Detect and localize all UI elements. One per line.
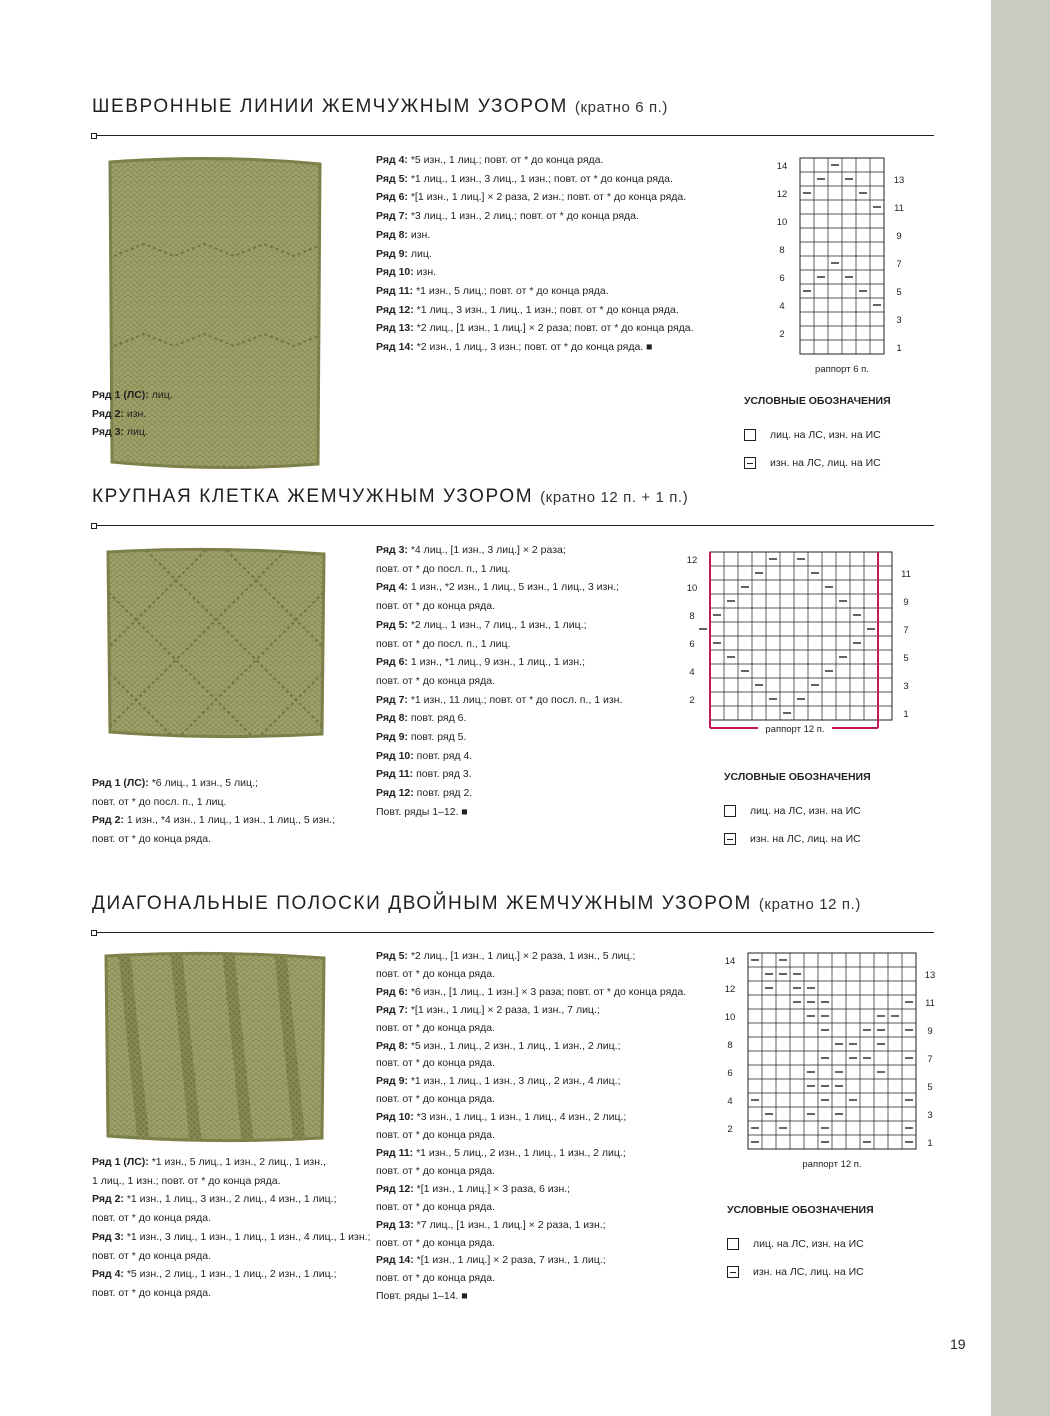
chart-row-number: 12 [686, 555, 698, 566]
row-instruction: Ряд 8: повт. ряд 6. [376, 712, 467, 725]
row-instruction: Ряд 3: *1 изн., 3 лиц., 1 изн., 1 лиц., 1 изн., 4 лиц., 1 изн.; [92, 1230, 371, 1243]
row-instruction: Ряд 6: *[1 изн., 1 лиц.] × 2 раза, 2 изн.; повт. от * до конца ряда. [376, 191, 687, 204]
row-instruction: Ряд 14: *2 изн., 1 лиц., 3 изн.; повт. от * до конца ряда. ■ [376, 341, 653, 354]
chart-row-number: 7 [927, 1054, 933, 1065]
row-instructions-right: Ряд 3: *4 лиц., [1 изн., 3 лиц.] × 2 раза; повт. от * до посл. п., 1 лиц. Ряд 4: 1 изн., *2 изн., 1 лиц., 5 изн., 1 лиц., 3 изн.; повт. от * до конца ряда. Ряд 5: *2 лиц., 1 изн., 7 лиц., 1 изн., 1 лиц.; повт. от * до посл. п., 1 лиц. Ряд 6: 1 изн., *1 лиц., 9 изн., 1 лиц., 1 изн.; повт. от * до конца ряда. Ряд 7: *1 изн., 11 лиц.; повт. от * до посл. п., 1 изн. Ряд 8: повт. ряд 6. Ряд 9: повт. ряд 5. Ряд 10: повт. ряд 4. Ряд 11: повт. ряд 3. Ряд 12: повт. ряд 2. Повт. ряды 1–12. ■ [376, 541, 622, 822]
section-divider [92, 932, 934, 933]
row-instruction: Ряд 5: *1 лиц., 1 изн., 3 лиц., 1 изн.; повт. от * до конца ряда. [376, 172, 673, 185]
empty-square-icon [744, 429, 756, 441]
row-instructions-right [376, 151, 694, 357]
chart-row-number: 3 [903, 681, 909, 692]
chart-repeat-label: раппорт 6 п. [815, 364, 869, 375]
chart-row-number: 6 [779, 273, 785, 284]
row-instruction: Ряд 1 (ЛС): *1 изн., 5 лиц., 1 изн., 2 лиц., 1 изн., [92, 1156, 326, 1168]
chart-row-number: 8 [779, 245, 785, 256]
chart-row-number: 9 [896, 231, 902, 242]
row-instruction: Ряд 7: *1 изн., 11 лиц.; повт. от * до посл. п., 1 изн. [376, 693, 623, 706]
chart-row-number: 1 [927, 1138, 933, 1149]
dash-square-icon [724, 833, 736, 845]
knit-swatch-photo [102, 546, 330, 742]
chart-row-number: 14 [776, 161, 788, 172]
row-instruction: Повт. ряды 1–14. ■ [376, 1290, 468, 1303]
row-instruction: Ряд 13: *7 лиц., [1 изн., 1 лиц.] × 2 раза, 1 изн.; [376, 1218, 606, 1231]
row-instruction: Ряд 1 (ЛС): *6 лиц., 1 изн., 5 лиц.; [92, 777, 258, 789]
chart-repeat-label: раппорт 12 п. [802, 1159, 862, 1170]
row-instruction: Ряд 7: *[1 изн., 1 лиц.] × 2 раза, 1 изн., 7 лиц.; [376, 1003, 600, 1016]
chart-row-number: 10 [686, 583, 698, 594]
row-instruction: Ряд 6: *6 изн., [1 лиц., 1 изн.] × 3 раза; повт. от * до конца ряда. [376, 985, 687, 998]
row-instruction: Ряд 13: *2 лиц., [1 изн., 1 лиц.] × 2 раза; повт. от * до конца ряда. [376, 322, 694, 335]
row-instruction: Ряд 10: *3 изн., 1 лиц., 1 изн., 1 лиц., 4 изн., 2 лиц.; [376, 1111, 627, 1124]
row-instruction: Ряд 11: *1 изн., 5 лиц.; повт. от * до конца ряда. [376, 284, 609, 297]
chart-grid [800, 158, 884, 354]
chart-row-number: 1 [903, 709, 909, 720]
chart-row-number: 6 [689, 639, 695, 650]
row-instruction: Ряд 3: лиц. [92, 426, 148, 439]
section-diagonal-stripes [92, 893, 934, 1313]
chart-row-number: 3 [927, 1110, 933, 1121]
legend-item-knit: лиц. на ЛС, изн. на ИС [724, 797, 871, 825]
row-instructions-left [92, 386, 173, 442]
chart-row-number: 3 [896, 315, 902, 326]
row-instruction: Ряд 5: *2 лиц., [1 изн., 1 лиц.] × 2 раза, 1 изн., 5 лиц.; [376, 950, 636, 962]
chart-grid [699, 552, 892, 728]
row-instruction: Ряд 1 (ЛС): лиц. [92, 389, 173, 401]
chart-row-number: 2 [779, 329, 785, 340]
knitting-chart [772, 154, 912, 379]
chart-row-number: 10 [776, 217, 788, 228]
chart-row-number: 5 [927, 1082, 933, 1093]
row-instruction: Ряд 2: *1 изн., 1 лиц., 3 изн., 2 лиц., 4 изн., 1 лиц.; [92, 1193, 337, 1206]
chart-row-number: 9 [903, 597, 909, 608]
chart-row-number: 11 [894, 203, 904, 214]
chart-row-number: 11 [925, 998, 935, 1009]
chart-row-number: 2 [727, 1124, 733, 1135]
knitting-chart [720, 949, 940, 1179]
row-instruction: Ряд 12: *1 лиц., 3 изн., 1 лиц., 1 изн.; повт. от * до конца ряда. [376, 303, 679, 316]
row-instructions-left: Ряд 1 (ЛС): *6 лиц., 1 изн., 5 лиц.; повт. от * до посл. п., 1 лиц. Ряд 2: 1 изн., *4 изн., 1 лиц., 1 изн., 1 лиц., 5 изн.; повт. от * до конца ряда. [92, 774, 335, 849]
chart-legend [724, 771, 871, 853]
row-instruction: Повт. ряды 1–12. ■ [376, 805, 468, 818]
section-title: ШЕВРОННЫЕ ЛИНИИ ЖЕМЧУЖНЫМ УЗОРОМ (кратно 6 п.) [92, 96, 669, 117]
row-instruction: Ряд 2: изн. [92, 407, 147, 420]
section-divider [92, 135, 934, 136]
section-subtitle: (кратно 12 п.) [758, 896, 861, 913]
row-instruction: Ряд 9: лиц. [376, 247, 432, 260]
row-instruction: Ряд 8: *5 изн., 1 лиц., 2 изн., 1 лиц., 1 изн., 2 лиц.; [376, 1039, 621, 1052]
chart-row-number: 4 [727, 1096, 733, 1107]
legend-item-knit: лиц. на ЛС, изн. на ИС [727, 1230, 874, 1258]
empty-square-icon [727, 1238, 739, 1250]
chart-row-number: 7 [903, 625, 909, 636]
chart-row-number: 12 [724, 984, 736, 995]
chart-row-number: 4 [689, 667, 695, 678]
row-instruction: Ряд 12: повт. ряд 2. [376, 787, 473, 800]
section-large-check [92, 486, 934, 866]
legend-item-purl: изн. на ЛС, лиц. на ИС [744, 449, 891, 477]
row-instruction: Ряд 3: *4 лиц., [1 изн., 3 лиц.] × 2 раза; [376, 544, 566, 556]
row-instructions-right: Ряд 5: *2 лиц., [1 изн., 1 лиц.] × 2 раза, 1 изн., 5 лиц.; повт. от * до конца ряда. Ряд 6: *6 изн., [1 лиц., 1 изн.] × 3 раза; повт. от * до конца ряда. Ряд 7: *[1 изн., 1 лиц.] × 2 раза, 1 изн., 7 лиц.; повт. от * до конца ряда. Ряд 8: *5 изн., 1 лиц., 2 изн., 1 лиц., 1 изн., 2 лиц.; повт. от * до конца ряда. Ряд 9: *1 изн., 1 лиц., 1 изн., 3 лиц., 2 изн., 4 лиц.; повт. от * до конца ряда. Ряд 10: *3 изн., 1 лиц., 1 изн., 1 лиц., 4 изн., 2 лиц.; повт. от * до конца ряда. Ряд 11: *1 изн., 5 лиц., 2 изн., 1 лиц., 1 изн., 2 лиц.; повт. от * до конца ряда. Ряд 12: *[1 изн., 1 лиц.] × 3 раза, 6 изн.; повт. от * до конца ряда. Ряд 13: *7 лиц., [1 изн., 1 лиц.] × 2 раза, 1 изн.; повт. от * до конца ряда. Ряд 14: *[1 изн., 1 лиц.] × 2 раза, 7 изн., 1 лиц.; повт. от * до конца ряда. Повт. ряды 1–14. ■ [376, 948, 686, 1306]
row-instruction: Ряд 11: повт. ряд 3. [376, 768, 472, 781]
section-title: КРУПНАЯ КЛЕТКА ЖЕМЧУЖНЫМ УЗОРОМ (кратно 12 п. + 1 п.) [92, 486, 689, 507]
chart-legend [727, 1204, 874, 1286]
chart-grid [748, 953, 916, 1149]
row-instruction: Ряд 4: 1 изн., *2 изн., 1 лиц., 5 изн., 1 лиц., 3 изн.; [376, 581, 619, 594]
chart-repeat-label: раппорт 12 п. [765, 724, 825, 735]
row-instruction: Ряд 4: *5 изн., 1 лиц.; повт. от * до конца ряда. [376, 154, 604, 166]
row-instruction: Ряд 6: 1 изн., *1 лиц., 9 изн., 1 лиц., 1 изн.; [376, 656, 585, 669]
chart-row-number: 6 [727, 1068, 733, 1079]
chart-row-number: 1 [896, 343, 902, 354]
row-instruction: Ряд 2: 1 изн., *4 изн., 1 лиц., 1 изн., 1 лиц., 5 изн.; [92, 814, 335, 827]
chart-row-number: 5 [903, 653, 909, 664]
legend-item-purl: изн. на ЛС, лиц. на ИС [724, 825, 871, 853]
legend-title: УСЛОВНЫЕ ОБОЗНАЧЕНИЯ [724, 771, 871, 783]
section-divider [92, 525, 934, 526]
knit-swatch-photo [100, 950, 330, 1146]
legend-item-purl: изн. на ЛС, лиц. на ИС [727, 1258, 874, 1286]
chart-row-number: 14 [724, 956, 736, 967]
chart-row-number: 5 [896, 287, 902, 298]
row-instruction: Ряд 9: *1 изн., 1 лиц., 1 изн., 3 лиц., 2 изн., 4 лиц.; [376, 1075, 621, 1088]
section-subtitle: (кратно 12 п. + 1 п.) [540, 489, 689, 506]
row-instruction: Ряд 4: *5 изн., 2 лиц., 1 изн., 1 лиц., 2 изн., 1 лиц.; [92, 1268, 337, 1281]
dash-square-icon [744, 457, 756, 469]
legend-item-knit: лиц. на ЛС, изн. на ИС [744, 421, 891, 449]
row-instruction: Ряд 8: изн. [376, 228, 431, 241]
chart-row-number: 8 [727, 1040, 733, 1051]
row-instruction: Ряд 9: повт. ряд 5. [376, 731, 467, 744]
row-instruction: Ряд 7: *3 лиц., 1 изн., 2 лиц.; повт. от * до конца ряда. [376, 210, 639, 223]
section-chevron [92, 96, 934, 476]
row-instruction: Ряд 12: *[1 изн., 1 лиц.] × 3 раза, 6 изн.; [376, 1182, 571, 1195]
page-number: 19 [950, 1336, 966, 1352]
row-instruction: Ряд 14: *[1 изн., 1 лиц.] × 2 раза, 7 изн., 1 лиц.; [376, 1254, 606, 1267]
chart-row-number: 12 [776, 189, 788, 200]
chart-row-number: 2 [689, 695, 695, 706]
chart-row-number: 13 [924, 970, 936, 981]
chart-row-number: 13 [893, 175, 905, 186]
chart-row-number: 10 [724, 1012, 736, 1023]
dash-square-icon [727, 1266, 739, 1278]
row-instruction: Ряд 11: *1 изн., 5 лиц., 2 изн., 1 лиц., 1 изн., 2 лиц.; [376, 1146, 626, 1159]
chart-row-number: 7 [896, 259, 902, 270]
row-instruction: Ряд 5: *2 лиц., 1 изн., 7 лиц., 1 изн., 1 лиц.; [376, 618, 587, 631]
row-instruction: Ряд 10: повт. ряд 4. [376, 749, 473, 762]
page-edge-band [991, 0, 1050, 1416]
knitting-chart [682, 548, 922, 748]
section-title: ДИАГОНАЛЬНЫЕ ПОЛОСКИ ДВОЙНЫМ ЖЕМЧУЖНЫМ УЗОРОМ (кратно 12 п.) [92, 893, 861, 914]
chart-legend [744, 395, 891, 477]
row-instruction: Ряд 10: изн. [376, 266, 437, 279]
legend-title: УСЛОВНЫЕ ОБОЗНАЧЕНИЯ [744, 395, 891, 407]
empty-square-icon [724, 805, 736, 817]
chart-row-number: 8 [689, 611, 695, 622]
row-instructions-left: Ряд 1 (ЛС): *1 изн., 5 лиц., 1 изн., 2 лиц., 1 изн., 1 лиц., 1 изн.; повт. от * до конца ряда. Ряд 2: *1 изн., 1 лиц., 3 изн., 2 лиц., 4 изн., 1 лиц.; повт. от * до конца ряда. Ряд 3: *1 изн., 3 лиц., 1 изн., 1 лиц., 1 изн., 4 лиц., 1 изн.; повт. от * до конца ряда. Ряд 4: *5 изн., 2 лиц., 1 изн., 1 лиц., 2 изн., 1 лиц.; повт. от * до конца ряда. [92, 1153, 371, 1303]
chart-row-number: 11 [901, 569, 911, 580]
chart-row-number: 4 [779, 301, 785, 312]
legend-title: УСЛОВНЫЕ ОБОЗНАЧЕНИЯ [727, 1204, 874, 1216]
section-subtitle: (кратно 6 п.) [574, 99, 669, 116]
chart-row-number: 9 [927, 1026, 933, 1037]
